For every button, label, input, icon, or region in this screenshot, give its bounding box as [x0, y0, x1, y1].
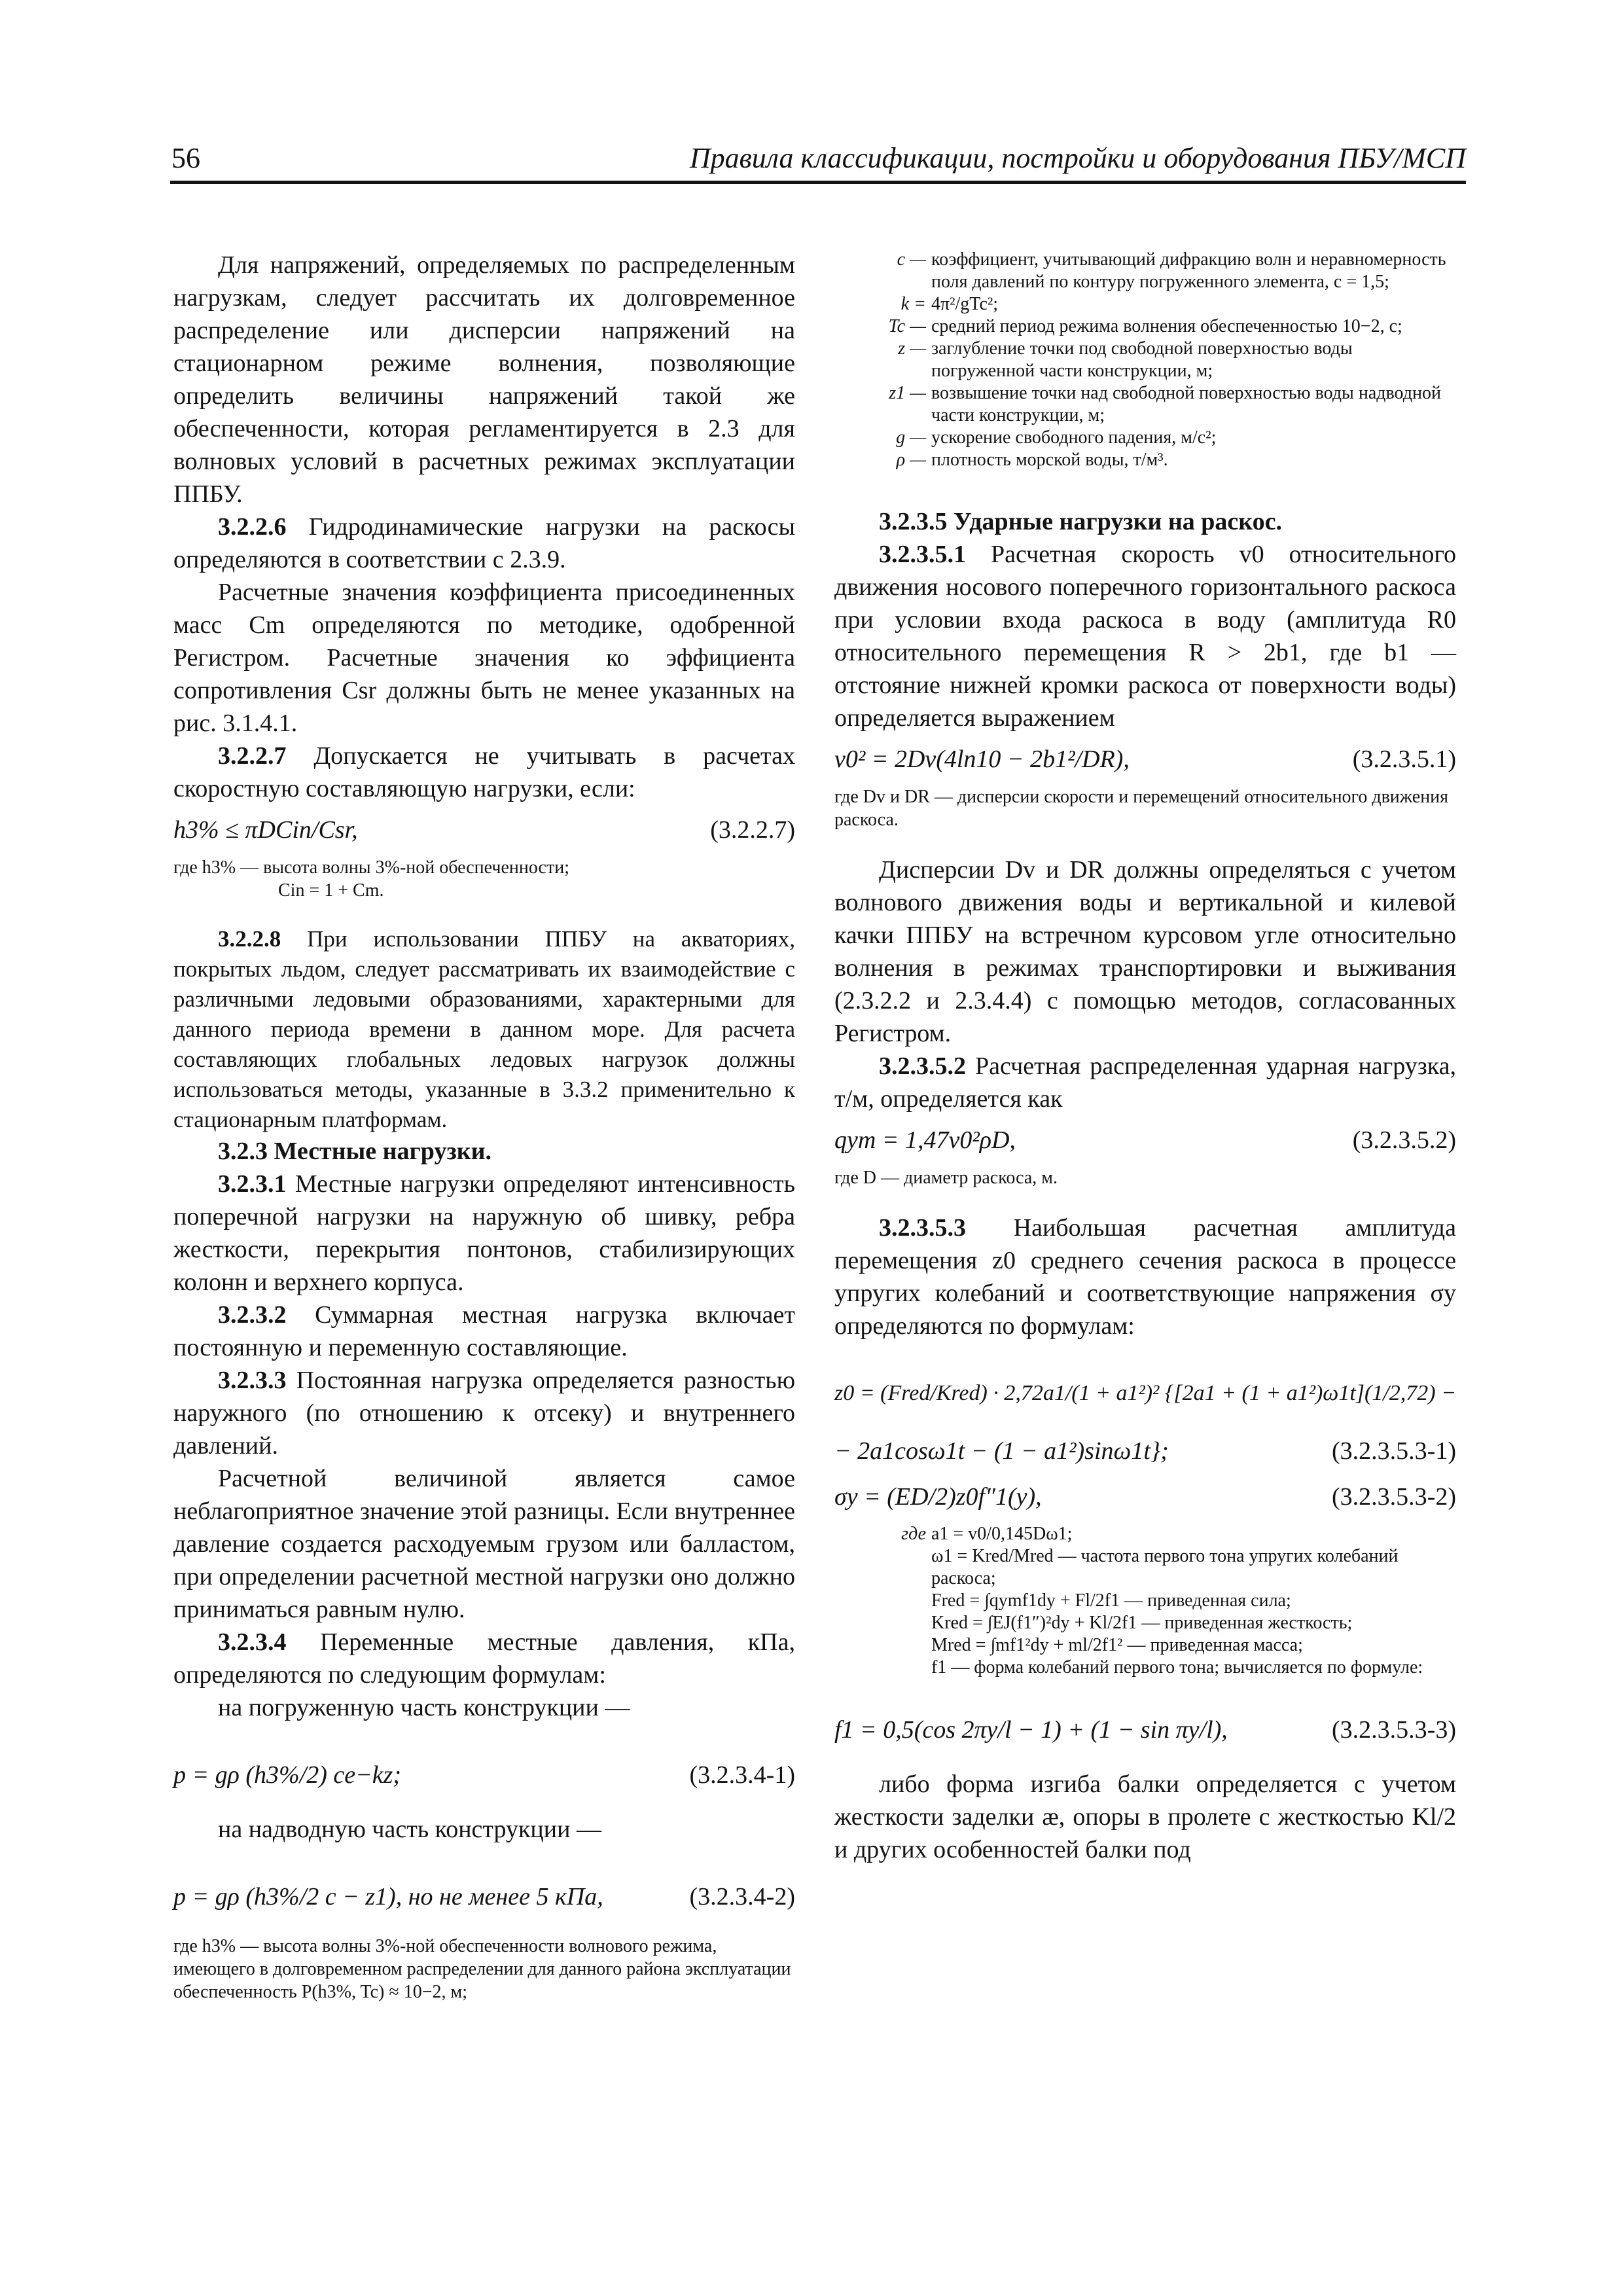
where-note: где h3% — высота волны 3%-ной обеспеченности; [173, 857, 569, 878]
section-3-2-3-5: 3.2.3.5 Ударные нагрузки на раскос. [879, 508, 1283, 535]
definition-item [834, 249, 1456, 293]
definition-symbol: c — [897, 249, 926, 270]
definition-text: ω1 = Kred/Mred — частота первого тона упругих колебаний раскоса; [931, 1546, 1399, 1588]
equation-3-2-3-5-3-1a: z0 = (Fred/Kred) · 2,72a1/(1 + a1²)² {[2a1 + (1 + a1²)ω1t](1/2,72) − [834, 1381, 1457, 1405]
equation-3-2-3-5-3-3: f1 = 0,5(cos 2πy/l − 1) + (1 − sin πy/l), (3.2.3.5.3-3) [834, 1716, 1456, 1744]
equation-3-2-2-7: h3% ≤ πDCin/Csr, (3.2.2.7) [173, 816, 795, 844]
definition-item [834, 449, 1456, 471]
running-header [170, 139, 1466, 184]
definition-item [834, 427, 1456, 449]
where-note: где D — диаметр раскоса, м. [834, 1168, 1058, 1188]
definition-text: f1 — форма колебаний первого тона; вычисляется по формуле: [931, 1657, 1423, 1677]
definition-symbol [834, 1657, 931, 1679]
definition-symbol [834, 1612, 931, 1634]
section-3-2-3-1: 3.2.3.1 Местные нагрузки определяют интенсивность поперечной нагрузки на наружную об шивку, ребра жесткости, перекрытия понтонов, стабилизирующих колонн и верхнего корпуса. [173, 1170, 795, 1296]
section-3-2-2-8: 3.2.2.8 При использовании ППБУ на акваториях, покрытых льдом, следует рассматривать их взаимодействие с различными ледовыми образованиями, характерными для данного периода времени в данном море. Для расчета составляющих глобальных ледовых нагрузок должны использоваться методы, указанные в 3.3.2 применительно к стационарным платформам. [173, 926, 795, 1132]
equation-3-2-3-5-1: v0² = 2Dv(4ln10 − 2b1²/DR), (3.2.3.5.1) [834, 745, 1456, 773]
equation-3-2-3-5-3-2: σy = (ED/2)z0f″1(y), (3.2.3.5.3-2) [834, 1483, 1456, 1511]
definition-text: a1 = v0/0,145Dω1; [931, 1524, 1073, 1544]
page-number: 56 [171, 142, 200, 174]
paragraph: либо форма изгиба балки определяется с учетом жесткости заделки æ, опоры в пролете с жесткостью Kl/2 и других особенностей балки под [834, 1770, 1456, 1863]
definition-item [834, 1590, 1456, 1612]
definition-item [834, 1612, 1456, 1634]
definition-item [834, 382, 1456, 427]
definition-symbol: где [901, 1524, 926, 1544]
equation-3-2-3-4-1: p = gρ (h3%/2) ce−kz; (3.2.3.4-1) [173, 1761, 795, 1789]
definition-text: заглубление точки под свободной поверхностью воды погруженной части конструкции, м; [931, 338, 1353, 381]
definition-symbol: k = [901, 294, 926, 314]
definition-text: средний период режима волнения обеспеченностью 10−2, с; [931, 316, 1402, 336]
where-note: где h3% — высота волны 3%-ной обеспеченности волнового режима, имеющего в долговременном распределении для данного района эксплуатации обеспеченность P(h3%, Tc) ≈ 10−2, м; [173, 1936, 791, 2002]
definition-text: 4π²/gTc²; [931, 294, 999, 314]
section-title-3-2-3: 3.2.3 Местные нагрузки. [218, 1138, 491, 1165]
definition-symbol [834, 1634, 931, 1657]
section-3-2-3-5-2: 3.2.3.5.2 Расчетная распределенная ударная нагрузка, т/м, определяется как [834, 1052, 1456, 1113]
definition-symbol [834, 1545, 931, 1590]
definition-item [834, 1523, 1456, 1545]
definition-item [834, 293, 1456, 315]
definition-text: плотность морской воды, т/м³. [931, 450, 1168, 470]
definition-item [834, 315, 1456, 338]
definition-item [834, 1545, 1456, 1590]
definition-text: Fred = ∫qymf1dy + Fl/2f1 — приведенная сила; [931, 1590, 1291, 1611]
section-3-2-2-6: 3.2.2.6 Гидродинамические нагрузки на раскосы определяются в соответствии с 2.3.9. [173, 513, 795, 573]
section-3-2-3-4: 3.2.3.4 Переменные местные давления, кПа, определяются по следующим формулам: [173, 1628, 795, 1689]
definition-text: Kred = ∫EJ(f1″)²dy + Kl/2f1 — приведенная жесткость; [931, 1613, 1353, 1633]
definition-symbol: z1 — [889, 383, 926, 403]
definition-text: возвышение точки над свободной поверхностью воды надводной части конструкции, м; [931, 383, 1441, 425]
paragraph: на надводную часть конструкции — [218, 1816, 601, 1843]
paragraph: Дисперсии Dv и DR должны определяться с учетом волнового движения воды и вертикальной и килевой качки ППБУ на встречном курсовом угле относительно волнения в режимах транспортировки и выживания (2.3.2.2 и 2.3.4.4) с помощью методов, согласованных Регистром. [834, 856, 1456, 1047]
paragraph: на погруженную часть конструкции — [218, 1694, 630, 1721]
running-title: Правила классификации, постройки и оборудования ПБУ/МСП [689, 142, 1466, 174]
section-3-2-3-5-3: 3.2.3.5.3 Наибольшая расчетная амплитуда перемещения z0 среднего сечения раскоса в процессе упругих колебаний и соответствующие напряжения σy определяются по формулам: [834, 1214, 1456, 1340]
left-column [173, 249, 795, 2003]
definition-text: ускорение свободного падения, м/с²; [931, 427, 1217, 448]
definition-symbol: Tc — [888, 316, 926, 336]
section-3-2-3-5-1: 3.2.3.5.1 Расчетная скорость v0 относительного движения носового поперечного горизонтального раскоса при условии входа раскоса в воду (амплитуда R0 относительного перемещения R > 2b1, где b1 — отстояние нижней кромки раскоса от поверхности воды) определяется выражением [834, 541, 1456, 732]
definition-text: коэффициент, учитывающий дифракцию волн и неравномерность поля давлений по контуру погруженного элемента, c = 1,5; [931, 249, 1446, 292]
section-3-2-3-2: 3.2.3.2 Суммарная местная нагрузка включает постоянную и переменную составляющие. [173, 1301, 795, 1361]
where-note: Cin = 1 + Cm. [278, 880, 384, 901]
definition-item [834, 1634, 1456, 1657]
section-3-2-3-3: 3.2.3.3 Постоянная нагрузка определяется разностью наружного (по отношению к отсеку) и внутреннего давлений. [173, 1367, 795, 1460]
right-column [834, 249, 1456, 1866]
definition-symbol: ρ — [896, 450, 926, 470]
where-note: где Dv и DR — дисперсии скорости и перемещений относительного движения раскоса. [834, 787, 1449, 830]
definitions-list [834, 249, 1456, 471]
definition-symbol: z — [898, 338, 926, 359]
definition-symbol [834, 1590, 931, 1612]
definition-item [834, 338, 1456, 382]
paragraph: Расчетной величиной является самое неблагоприятное значение этой разницы. Если внутреннее давление создается расходуемым грузом или балластом, при определении расчетной местной нагрузки оно должно приниматься равным нулю. [173, 1465, 795, 1623]
definition-item [834, 1657, 1456, 1679]
equation-3-2-3-5-2: qym = 1,47v0²ρD, (3.2.3.5.2) [834, 1126, 1456, 1154]
equation-3-2-3-4-2: p = gρ (h3%/2 c − z1), но не менее 5 кПа, (3.2.3.4-2) [173, 1883, 795, 1910]
definition-symbol: g — [896, 427, 926, 448]
section-3-2-2-7: 3.2.2.7 Допускается не учитывать в расчетах скоростную составляющую нагрузки, если: [173, 742, 795, 802]
paragraph: Расчетные значения коэффициента присоединенных масс Cm определяются по методике, одобренной Регистром. Расчетные значения ко эффициента сопротивления Csr должны быть не менее указанных на рис. 3.1.4.1. [173, 579, 795, 737]
equation-3-2-3-5-3-1b: − 2a1cosω1t − (1 − a1²)sinω1t}; (3.2.3.5.3-1) [834, 1437, 1456, 1465]
definitions-list-2 [834, 1523, 1456, 1679]
paragraph: Для напряжений, определяемых по распределенным нагрузкам, следует рассчитать их долговременное распределение или дисперсии напряжений на стационарном режиме волнения, позволяющие определить величины напряжений такой же обеспеченности, которая регламентируется в 2.3 для волновых условий в расчетных режимах эксплуатации ППБУ. [173, 251, 795, 508]
definition-text: Mred = ∫mf1²dy + ml/2f1² — приведенная масса; [931, 1635, 1303, 1655]
